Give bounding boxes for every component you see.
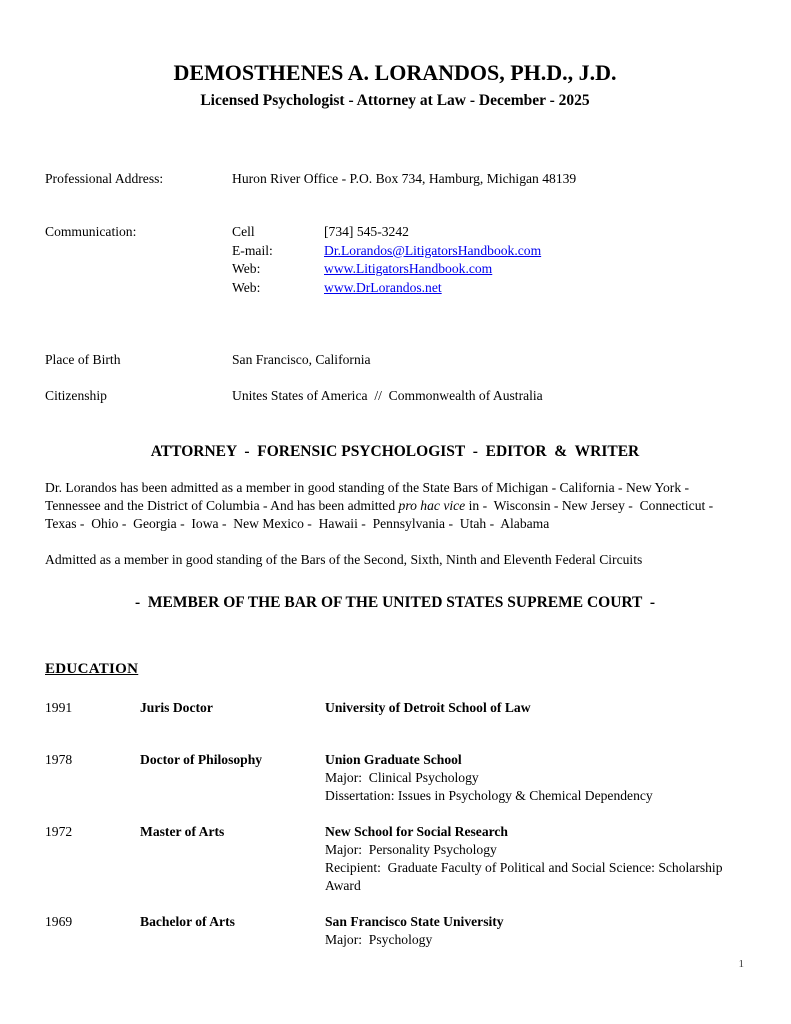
- education-entry-1972: [45, 823, 745, 895]
- education-list: [45, 699, 745, 949]
- edu-year: 1978: [45, 752, 73, 767]
- communication-row: [45, 223, 745, 297]
- web-label-1: Web:: [232, 261, 261, 276]
- edu-degree: Juris Doctor: [140, 700, 213, 715]
- web-label-2: Web:: [232, 279, 261, 295]
- website-link-handbook[interactable]: www.LitigatorsHandbook.com: [324, 261, 493, 276]
- citizenship-value: Unites States of America // Commonwealth of Australia: [232, 388, 543, 403]
- citizenship-label: Citizenship: [45, 388, 107, 403]
- edu-school: Union Graduate School: [325, 752, 462, 767]
- birth-label: Place of Birth: [45, 352, 121, 367]
- email-label: E-mail:: [232, 242, 273, 258]
- website-link-drlorandos[interactable]: www.DrLorandos.net: [324, 279, 442, 295]
- education-heading: EDUCATION: [45, 661, 139, 677]
- web-line-2: [232, 279, 745, 298]
- roles-heading: ATTORNEY - FORENSIC PSYCHOLOGIST - EDITOR & WRITER: [150, 443, 640, 460]
- bar-admissions-paragraph: [45, 479, 745, 533]
- address-value: Huron River Office - P.O. Box 734, Hamburg, Michigan 48139: [232, 171, 577, 186]
- edu-year: 1991: [45, 700, 73, 715]
- birth-value: San Francisco, California: [232, 352, 371, 367]
- edu-detail: Major: Clinical Psychology: [325, 770, 479, 785]
- communication-label: Communication:: [45, 224, 137, 239]
- edu-detail: Dissertation: Issues in Psychology & Chemical Dependency: [325, 788, 653, 803]
- email-line: [232, 242, 745, 261]
- citizenship-row: [45, 387, 745, 405]
- page-title: DEMOSTHENES A. LORANDOS, PH.D., J.D.: [173, 60, 617, 85]
- education-entry-1991: [45, 699, 745, 717]
- page-number: 1: [738, 958, 744, 970]
- edu-degree: Doctor of Philosophy: [140, 752, 263, 767]
- cell-number: [734] 545-3242: [324, 224, 409, 239]
- edu-year: 1972: [45, 824, 73, 839]
- page-subtitle: Licensed Psychologist - Attorney at Law - December - 2025: [200, 92, 590, 109]
- supreme-court-heading: - MEMBER OF THE BAR OF THE UNITED STATES SUPREME COURT -: [134, 594, 656, 611]
- edu-school: San Francisco State University: [325, 914, 504, 929]
- edu-detail: Major: Psychology: [325, 932, 433, 947]
- edu-school: University of Detroit School of Law: [325, 700, 531, 715]
- education-entry-1978: [45, 751, 745, 805]
- edu-detail: Major: Personality Psychology: [325, 842, 497, 857]
- education-entry-1969: [45, 913, 745, 949]
- edu-year: 1969: [45, 914, 73, 929]
- cell-line: [232, 223, 745, 242]
- professional-address-row: [45, 170, 745, 188]
- edu-detail: Recipient: Graduate Faculty of Political and Social Science: Scholarship Award: [325, 860, 726, 893]
- edu-school: New School for Social Research: [325, 824, 508, 839]
- web-line-1: [232, 260, 745, 279]
- place-of-birth-row: [45, 351, 745, 369]
- edu-degree: Master of Arts: [140, 824, 225, 839]
- federal-circuits-paragraph: Admitted as a member in good standing of the Bars of the Second, Sixth, Ninth and Eleventh Federal Circuits: [45, 552, 643, 567]
- bar-admissions-text-1: Dr. Lorandos has been admitted as a member in good standing of the State Bars of Michigan - California - New York - Tennessee and the District of Columbia - And has been admitted: [45, 480, 696, 513]
- edu-degree: Bachelor of Arts: [140, 914, 235, 929]
- pro-hac-vice-italic: pro hac vice: [398, 498, 466, 513]
- email-link[interactable]: Dr.Lorandos@LitigatorsHandbook.com: [324, 242, 542, 258]
- bar-admissions-text-2: in - Wisconsin - New Jersey - Connecticut - Texas - Ohio - Georgia - Iowa - New Mexico - Hawaii - Pennsylvania - Utah - Alabama: [45, 498, 720, 531]
- address-label: Professional Address:: [45, 171, 164, 186]
- cell-label: Cell: [232, 224, 255, 239]
- education-section: [45, 612, 745, 949]
